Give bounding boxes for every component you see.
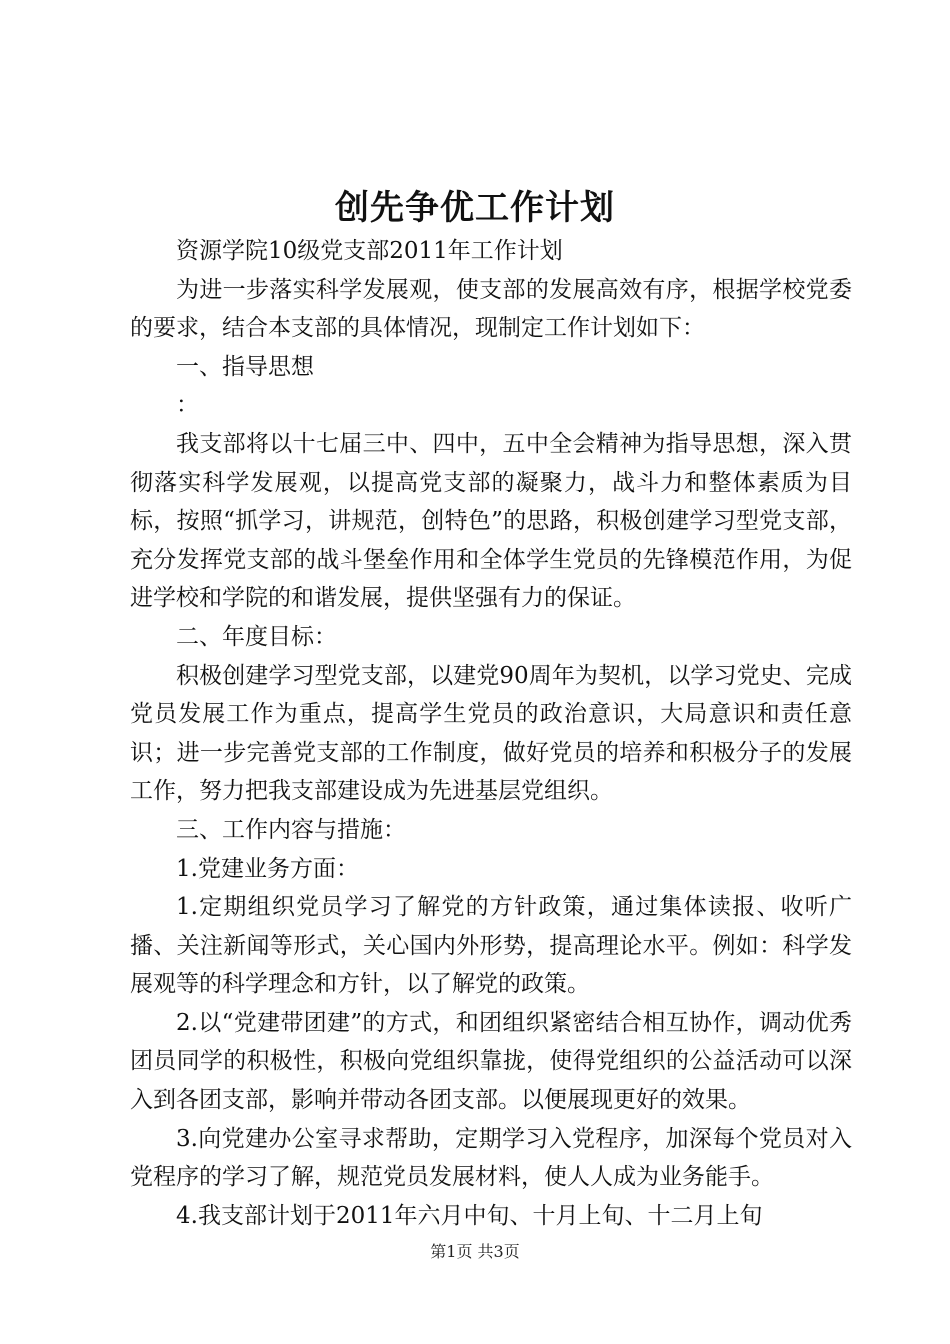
paragraph-intro: 为进一步落实科学发展观，使支部的发展高效有序，根据学校党委的要求，结合本支部的具体情况，现制定工作计划如下： <box>130 276 852 342</box>
heading-work-content: 三、工作内容与措施： <box>176 816 406 843</box>
list-item-4: 4.我支部计划于2011年六月中旬、十月上旬、十二月上旬 <box>176 1202 763 1229</box>
paragraph-guiding-thought: 我支部将以十七届三中、四中，五中全会精神为指导思想，深入贯彻落实科学发展观，以提高党支部的凝聚力，战斗力和整体素质为目标，按照“抓学习，讲规范，创特色”的思路，积极创建学习型党支部，充分发挥党支部的战斗堡垒作用和全体学生党员的先锋模范作用，为促进学校和学院的和谐发展，提供坚强有力的保证。 <box>130 430 852 612</box>
list-item-1: 1.定期组织党员学习了解党的方针政策，通过集体读报、收听广播、关注新闻等形式，关心国内外形势，提高理论水平。例如：科学发展观等的科学理念和方针，以了解党的政策。 <box>130 894 852 998</box>
heading-guiding-thought: 一、指导思想 <box>176 353 314 380</box>
paragraph-annual-goals: 积极创建学习型党支部，以建党90周年为契机，以学习党史、完成党员发展工作为重点，提高学生党员的政治意识，大局意识和责任意识；进一步完善党支部的工作制度，做好党员的培养和积极分子的发展工作，努力把我支部建设成为先进基层党组织。 <box>130 662 852 805</box>
subheading-party-building: 1.党建业务方面： <box>176 855 359 882</box>
paragraph-subtitle: 资源学院10级党支部2011年工作计划 <box>176 238 563 264</box>
paragraph-colon: ： <box>176 392 199 419</box>
page-footer: 第1页 共3页 <box>430 1242 520 1261</box>
document-title: 创先争优工作计划 <box>335 188 615 228</box>
heading-annual-goals: 二、年度目标： <box>176 623 337 650</box>
list-item-2: 2.以“党建带团建”的方式，和团组织紧密结合相互协作，调动优秀团员同学的积极性，积极向党组织靠拢，使得党组织的公益活动可以深入到各团支部，影响并带动各团支部。以便展现更好的效果。 <box>130 1009 852 1114</box>
list-item-3: 3.向党建办公室寻求帮助，定期学习入党程序，加深每个党员对入党程序的学习了解，规范党员发展材料，使人人成为业务能手。 <box>130 1125 852 1191</box>
document-body <box>130 232 852 1235</box>
